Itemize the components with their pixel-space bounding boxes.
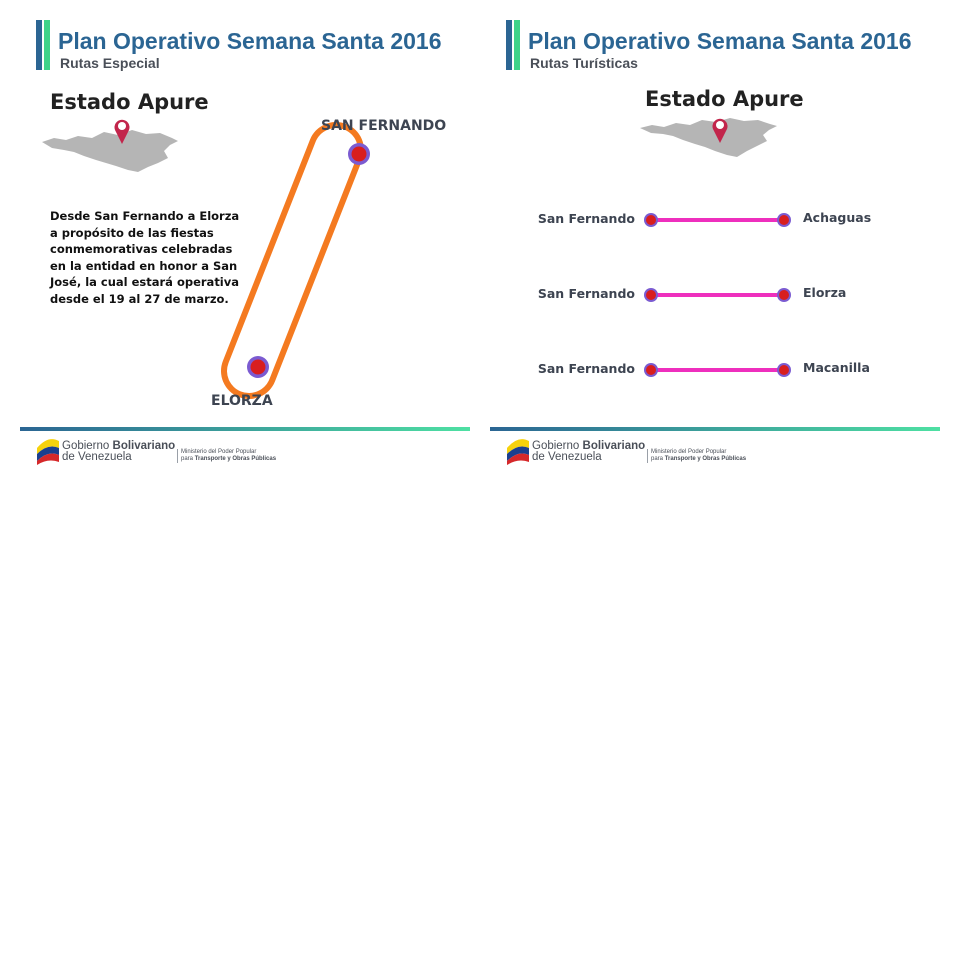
special-route-panel [0, 0, 480, 480]
state-heading: Estado Apure [50, 90, 209, 114]
venezuela-flag-logo-icon [506, 435, 530, 465]
route-destination-label: Achaguas [803, 210, 872, 225]
government-footer [506, 435, 806, 467]
route-node-origin-core [646, 215, 656, 225]
route-origin-label: San Fernando [537, 211, 635, 226]
route-node-origin-core [352, 147, 367, 162]
tourist-routes-diagram [470, 0, 950, 480]
route-destination-label: Elorza [803, 285, 847, 300]
page-subtitle: Rutas Especial [60, 55, 160, 71]
origin-city-label: SAN FERNANDO [321, 118, 447, 134]
route-description: Desde San Fernando a Elorza a propósito de las fiestas conmemorativas celebradas en la entidad en honor a San José, la cual estará operativa desde el 19 al 27 de marzo. [50, 209, 240, 306]
route-node-origin-core [646, 290, 656, 300]
ministry-text: Ministerio del Poder Popular para Transporte y Obras Públicas [177, 449, 276, 463]
government-logo-text: Gobierno Bolivariano de Venezuela [532, 440, 646, 463]
route-destination-label: Macanilla [803, 360, 870, 375]
tourist-routes-panel [470, 0, 950, 480]
page-title: Plan Operativo Semana Santa 2016 [528, 28, 912, 54]
route-node-origin-core [646, 365, 656, 375]
route-node-destination-core [779, 365, 789, 375]
government-logo-text: Gobierno Bolivariano de Venezuela [62, 440, 176, 463]
route-origin-label: San Fernando [537, 361, 635, 376]
route-node-destination-core [779, 290, 789, 300]
route-origin-label: San Fernando [537, 286, 635, 301]
venezuela-flag-logo-icon [36, 435, 60, 465]
route-node-destination-core [779, 215, 789, 225]
ministry-text: Ministerio del Poder Popular para Transporte y Obras Públicas [647, 449, 746, 463]
route-node-destination-core [251, 360, 266, 375]
page-title: Plan Operativo Semana Santa 2016 [58, 28, 442, 54]
route-loop-inner [249, 150, 336, 371]
destination-city-label: ELORZA [211, 393, 273, 409]
government-footer [36, 435, 336, 467]
footer-divider [490, 427, 940, 431]
footer-divider [20, 427, 470, 431]
state-heading: Estado Apure [645, 87, 804, 111]
page-subtitle: Rutas Turísticas [530, 55, 638, 71]
